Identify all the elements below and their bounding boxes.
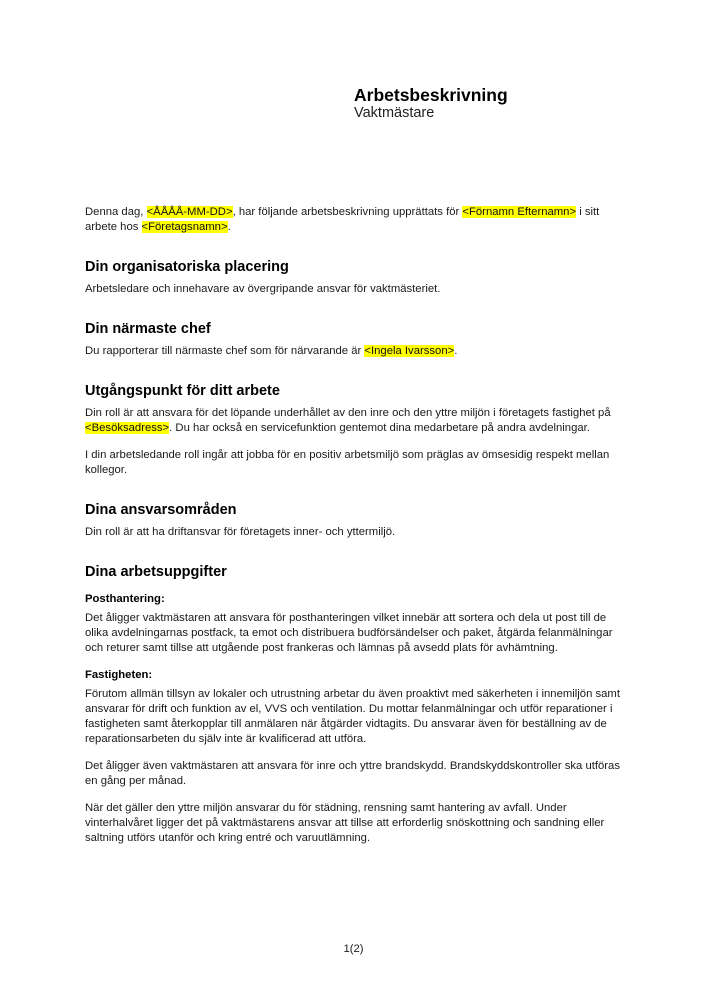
paragraph <box>85 525 625 540</box>
sub-heading: Fastigheten: <box>85 669 153 681</box>
placeholder-highlight: <Besöksadress> <box>85 422 170 434</box>
sections-container <box>85 259 625 846</box>
text-run: I din arbetsledande roll ingår att jobba för en positiv arbetsmiljö som präglas av ömsesidig respekt mellan kollegor. <box>85 449 610 476</box>
paragraph <box>85 448 625 478</box>
placeholder-highlight: <Företagsnamn> <box>141 221 228 233</box>
paragraph <box>85 801 625 846</box>
text-run: . <box>454 345 458 357</box>
title-block <box>354 0 625 121</box>
paragraph <box>85 282 625 297</box>
text-run: , har följande arbetsbeskrivning upprättats för <box>232 206 463 218</box>
text-run: När det gäller den yttre miljön ansvarar du för städning, rensning samt hantering av avfall. Under vinterhalvåret ligger det på vaktmästarens ansvar att tillse att erforderlig snöskottning och sandning eller saltning utförs utanför och kring entré och varuutlämning. <box>85 802 605 844</box>
text-run: Din roll är att ansvara för det löpande underhållet av den inre och den yttre miljön i företagets fastighet på <box>85 407 611 419</box>
document-section <box>85 321 625 359</box>
document-title: Arbetsbeskrivning <box>354 85 508 105</box>
text-run: Det åligger även vaktmästaren att ansvara för inre och yttre brandskydd. Brandskyddskontroller ska utföras en gång per månad. <box>85 760 620 787</box>
section-heading: Utgångspunkt för ditt arbete <box>85 383 280 399</box>
text-run: i sitt arbete hos <box>85 206 600 233</box>
intro-paragraph <box>85 205 625 235</box>
text-run: Du rapporterar till närmaste chef som för närvarande är <box>85 345 365 357</box>
document-section <box>85 259 625 297</box>
placeholder-highlight: <ÅÅÅÅ-MM-DD> <box>146 206 233 218</box>
paragraph <box>85 759 625 789</box>
text-run: . Du har också en servicefunktion gentemot dina medarbetare på andra avdelningar. <box>169 422 590 434</box>
document-subtitle: Vaktmästare <box>354 105 435 121</box>
document-section <box>85 564 625 846</box>
document-content <box>85 0 625 858</box>
text-run: Arbetsledare och innehavare av övergripande ansvar för vaktmästeriet. <box>85 283 441 295</box>
sub-heading: Posthantering: <box>85 593 165 605</box>
placeholder-highlight: <Förnamn Efternamn> <box>462 206 577 218</box>
text-run: Denna dag, <box>85 206 147 218</box>
text-run: Det åligger vaktmästaren att ansvara för posthanteringen vilket innebär att sortera och dela ut post till de olika avdelningarnas postfack, ta emot och distribuera budförsändelser och paket, åtgärda felanmälningar och returer samt tillse att utgående post frankeras och lämnas på avsedd plats för avhämtning. <box>85 612 613 654</box>
section-heading: Dina arbetsuppgifter <box>85 564 227 580</box>
intro-block <box>85 205 625 235</box>
text-run: Din roll är att ha driftansvar för företagets inner- och yttermiljö. <box>85 526 396 538</box>
page-number: 1(2) <box>343 943 364 955</box>
placeholder-highlight: <Ingela Ivarsson> <box>364 345 455 357</box>
text-run: . <box>227 221 231 233</box>
paragraph <box>85 406 625 436</box>
paragraph <box>85 687 625 747</box>
section-heading: Dina ansvarsområden <box>85 502 237 518</box>
section-heading: Din närmaste chef <box>85 321 211 337</box>
paragraph <box>85 344 625 359</box>
paragraph <box>85 611 625 656</box>
document-section <box>85 502 625 540</box>
document-section <box>85 383 625 478</box>
section-heading: Din organisatoriska placering <box>85 259 289 275</box>
text-run: Förutom allmän tillsyn av lokaler och utrustning arbetar du även proaktivt med säkerheten i innemiljön samt ansvarar för drift och funktion av el, VVS och ventilation. Du mottar felanmälningar och utför reparationer i fastigheten samt återkopplar till anmälaren när åtgärder vidtagits. Du ansvarar även för beställning av de reparationsarbeten du själv inte är kvalificerad att utföra. <box>85 688 620 745</box>
